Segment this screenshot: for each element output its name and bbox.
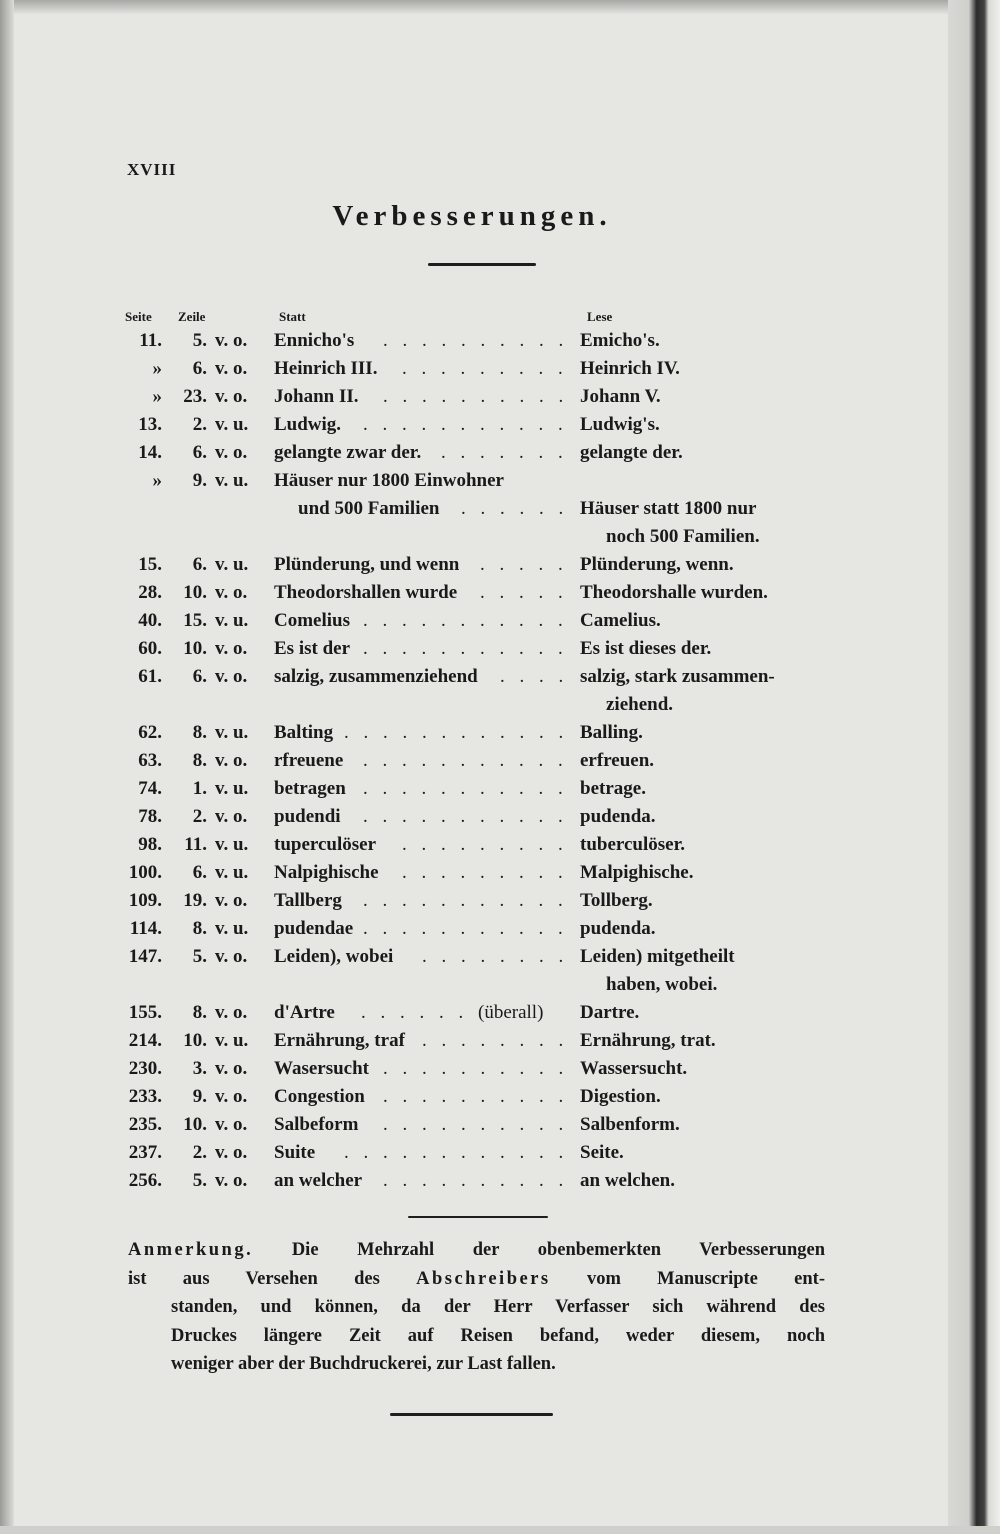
direction-cell: v. u. [215,1030,249,1051]
page-cell: 235. [128,1114,162,1135]
dot-leader: . . . . . . . . . . . [363,918,568,939]
instead-cell: Theodorshallen wurde [274,582,458,603]
instead-cell: Johann II. [274,386,359,407]
scan-edge-right [948,0,1000,1534]
table-row [0,999,944,1027]
end-rule [390,1413,553,1416]
line-cell: 6. [192,442,207,463]
table-row [0,439,944,467]
page-cell: 147. [128,946,162,967]
line-cell: 10. [183,1030,207,1051]
header-zeile: Zeile [178,309,206,324]
direction-cell: v. o. [215,358,248,379]
read-cell: Camelius. [580,610,661,631]
dot-leader: . . . . . . . . . . . [363,610,568,631]
direction-cell: v. u. [215,610,249,631]
page-cell: 62. [138,722,162,743]
scan-edge-top [0,0,1000,14]
table-row [0,495,944,523]
line-cell: 6. [192,666,207,687]
instead-cell: Salbeform [274,1114,359,1135]
dot-leader: . . . . . . . . . [402,862,568,883]
dot-leader: . . . . . . . . . . . [363,890,568,911]
dot-leader: . . . . . . . . . . [383,386,569,407]
line-cell: 2. [192,806,207,827]
page-cell: 14. [138,442,162,463]
line-cell: 6. [192,554,207,575]
table-row [0,887,944,915]
line-cell: 5. [192,946,207,967]
title-rule [428,263,536,266]
instead-cell: betragen [274,778,346,799]
column-headers [0,309,944,327]
read-cell: noch 500 Familien. [606,526,760,547]
instead-cell: Wasersucht [274,1058,369,1079]
read-cell: Ludwig's. [580,414,660,435]
table-row [0,719,944,747]
table-row [0,1167,944,1195]
direction-cell: v. o. [215,1058,248,1079]
page-cell: 109. [128,890,162,911]
direction-cell: v. o. [215,666,248,687]
annotation-text: Die Mehrzahl der obenbemerkten Verbesserungen [291,1240,825,1260]
page-cell: 98. [138,834,162,855]
direction-cell: v. o. [215,386,248,407]
table-row [0,1055,944,1083]
page-cell: 60. [138,638,162,659]
instead-cell: salzig, zusammenziehend [274,666,478,687]
read-cell: Johann V. [580,386,661,407]
dot-leader: . . . . . . [361,1002,469,1023]
instead-cell: pudendi [274,806,341,827]
annotation-line [128,1236,825,1265]
instead-cell: tuperculöser [274,834,377,855]
page-cell: 230. [128,1058,162,1079]
instead-cell: Tallberg [274,890,342,911]
table-row [0,523,944,551]
dot-leader: . . . . . . . [441,442,568,463]
instead-cell: Comelius [274,610,350,631]
read-cell: Theodorshalle wurden. [580,582,768,603]
instead-cell: Suite [274,1142,316,1163]
page-cell: 256. [128,1170,162,1191]
instead-cell: gelangte zwar der. [274,442,422,463]
direction-cell: v. o. [215,582,248,603]
read-cell: Heinrich IV. [580,358,680,379]
line-cell: 10. [183,638,207,659]
page-cell: » [152,470,162,491]
line-cell: 5. [192,330,207,351]
table-row [0,355,944,383]
corrections-table [0,327,944,1195]
page-cell: 100. [128,862,162,883]
direction-cell: v. o. [215,806,248,827]
read-cell: salzig, stark zusammen- [580,666,775,687]
line-cell: 23. [183,386,207,407]
read-cell: pudenda. [580,918,656,939]
page-cell: 74. [138,778,162,799]
note-cell: (überall) [478,1002,544,1023]
page-cell: » [152,358,162,379]
read-cell: Tollberg. [580,890,653,911]
line-cell: 9. [192,470,207,491]
table-row [0,635,944,663]
direction-cell: v. o. [215,1142,248,1163]
direction-cell: v. o. [215,442,248,463]
read-cell: Emicho's. [580,330,660,351]
annotation-line: Druckes längere Zeit auf Reisen befand, weder diesem, noch [171,1325,825,1346]
page-number: XVIII [127,160,177,179]
page-cell: 237. [128,1142,162,1163]
table-row [0,803,944,831]
line-cell: 6. [192,862,207,883]
table-row [0,411,944,439]
line-cell: 2. [192,1142,207,1163]
instead-cell: und 500 Familien [298,498,440,519]
instead-cell: Nalpighische [274,862,379,883]
table-row [0,859,944,887]
direction-cell: v. u. [215,862,249,883]
table-row [0,383,944,411]
instead-cell: Häuser nur 1800 Einwohner [274,470,504,491]
line-cell: 1. [192,778,207,799]
table-row [0,831,944,859]
table-row [0,663,944,691]
read-cell: Häuser statt 1800 nur [580,498,757,519]
direction-cell: v. u. [215,414,249,435]
line-cell: 8. [192,918,207,939]
direction-cell: v. u. [215,778,249,799]
direction-cell: v. o. [215,1086,248,1107]
page-cell: 233. [128,1086,162,1107]
read-cell: Salbenform. [580,1114,680,1135]
instead-cell: pudendae [274,918,354,939]
divider-rule [408,1216,548,1218]
instead-cell: Plünderung, und wenn [274,554,460,575]
table-row [0,607,944,635]
annotation-line: standen, und können, da der Herr Verfasser sich während des [171,1297,825,1317]
read-cell: pudenda. [580,806,656,827]
dot-leader: . . . . . [480,554,568,575]
read-cell: Wassersucht. [580,1058,688,1079]
dot-leader: . . . . . . . . . . . [363,806,568,827]
line-cell: 8. [192,750,207,771]
instead-cell: d'Artre [274,1002,335,1023]
line-cell: 3. [192,1058,207,1079]
read-cell: ziehend. [606,694,674,715]
dot-leader: . . . . . . . . . . . [363,638,568,659]
page-cell: 78. [138,806,162,827]
read-cell: Seite. [580,1142,624,1163]
table-row [0,1027,944,1055]
direction-cell: v. u. [215,470,249,491]
dot-leader: . . . . . . [461,498,569,519]
read-cell: Es ist dieses der. [580,638,712,659]
annotation-text: vom Manuscripte ent- [586,1268,825,1289]
read-cell: Dartre. [580,1002,640,1023]
direction-cell: v. u. [215,834,249,855]
table-row [0,1139,944,1167]
page-cell: 114. [129,918,162,939]
table-row [0,775,944,803]
line-cell: 8. [192,1002,207,1023]
read-cell: Ernährung, trat. [580,1030,716,1051]
table-row [0,327,944,355]
dot-leader: . . . . . . . . [422,1030,569,1051]
header-lese: Lese [587,309,613,324]
read-cell: tuberculöser. [580,834,686,855]
dot-leader: . . . . . . . . . . . . [344,722,569,743]
direction-cell: v. o. [215,1002,248,1023]
page-cell: 61. [138,666,162,687]
line-cell: 2. [192,414,207,435]
dot-leader: . . . . . . . . . . [383,1086,569,1107]
line-cell: 11. [184,834,207,855]
instead-cell: an welcher [274,1170,363,1191]
annotation-line: weniger aber der Buchdruckerei, zur Last fallen. [171,1354,556,1374]
read-cell: Digestion. [580,1086,661,1107]
line-cell: 8. [192,722,207,743]
direction-cell: v. o. [215,946,248,967]
read-cell: an welchen. [580,1170,675,1191]
instead-cell: Ludwig. [274,414,342,435]
direction-cell: v. u. [215,554,249,575]
line-cell: 5. [192,1170,207,1191]
table-row [0,1083,944,1111]
table-row [0,747,944,775]
direction-cell: v. u. [215,722,249,743]
annotation-line [128,1265,825,1294]
page-cell: 13. [138,414,162,435]
read-cell: Malpighische. [580,862,694,883]
direction-cell: v. o. [215,1170,248,1191]
direction-cell: v. o. [215,330,248,351]
dot-leader: . . . . . . . . . . [383,330,569,351]
page-cell: » [152,386,162,407]
read-cell: gelangte der. [580,442,683,463]
direction-cell: v. o. [215,1114,248,1135]
table-row [0,691,944,719]
read-cell: haben, wobei. [606,974,718,995]
read-cell: erfreuen. [580,750,655,771]
line-cell: 10. [183,1114,207,1135]
read-cell: betrage. [580,778,646,799]
read-cell: Leiden) mitgetheilt [580,946,735,967]
annotation-emphasis: Abschreibers [416,1268,551,1289]
page-title: Verbesserungen. [332,200,612,232]
table-row [0,467,944,495]
dot-leader: . . . . . . . . . . . [363,750,568,771]
dot-leader: . . . . . . . . . [402,834,568,855]
instead-cell: Congestion [274,1086,365,1107]
page-cell: 40. [138,610,162,631]
instead-cell: rfreuene [274,750,344,771]
dot-leader: . . . . . . . . . . . [363,414,568,435]
dot-leader: . . . . . [480,582,568,603]
line-cell: 10. [183,582,207,603]
line-cell: 6. [192,358,207,379]
page-cell: 15. [138,554,162,575]
line-cell: 9. [192,1086,207,1107]
page-cell: 11. [139,330,162,351]
table-row [0,943,944,971]
table-row [0,551,944,579]
instead-cell: Ennicho's [274,330,355,351]
annotation-text: ist aus Versehen des [128,1268,380,1289]
read-cell: Balling. [580,722,643,743]
line-cell: 19. [183,890,207,911]
annotation-label: Anmerkung. [128,1240,254,1260]
dot-leader: . . . . . . . . . . [383,1058,569,1079]
dot-leader: . . . . . . . . . . [383,1170,569,1191]
dot-leader: . . . . . . . . . . . [363,778,568,799]
annotation-paragraph [128,1236,825,1379]
dot-leader: . . . . . . . . . . [383,1114,569,1135]
direction-cell: v. o. [215,750,248,771]
table-row [0,915,944,943]
header-seite: Seite [125,309,152,324]
table-row [0,1111,944,1139]
instead-cell: Heinrich III. [274,358,378,379]
instead-cell: Es ist der [274,638,350,659]
instead-cell: Leiden), wobei [274,946,394,967]
read-cell: Plünderung, wenn. [580,554,734,575]
line-cell: 15. [183,610,207,631]
instead-cell: Balting [274,722,334,743]
header-statt: Statt [279,309,306,324]
scan-edge-bottom [0,1526,1000,1534]
table-row [0,971,944,999]
page-cell: 28. [138,582,162,603]
direction-cell: v. u. [215,918,249,939]
page-cell: 214. [128,1030,162,1051]
table-row [0,579,944,607]
dot-leader: . . . . [500,666,569,687]
instead-cell: Ernährung, traf [274,1030,405,1051]
direction-cell: v. o. [215,890,248,911]
dot-leader: . . . . . . . . . . . . [344,1142,569,1163]
page-cell: 63. [138,750,162,771]
dot-leader: . . . . . . . . [422,946,569,967]
dot-leader: . . . . . . . . . [402,358,568,379]
page-cell: 155. [128,1002,162,1023]
direction-cell: v. o. [215,638,248,659]
